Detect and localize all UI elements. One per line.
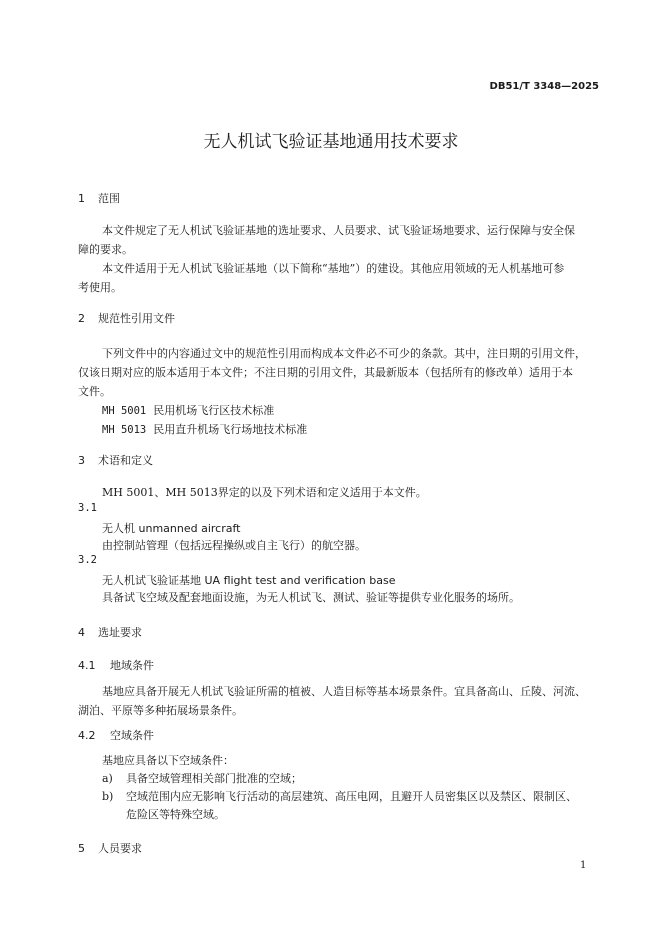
section-number: 3	[78, 454, 85, 467]
list-item	[102, 770, 302, 786]
paragraph-line: 湖泊、平原等多种拓展场景条件。	[78, 704, 243, 717]
subsection-number: 4.2	[78, 729, 96, 742]
paragraph-line: 基地应具备以下空域条件：	[102, 754, 234, 767]
list-text: 空域范围内应无影响飞行活动的高层建筑、高压电网，且避开人员密集区以及禁区、限制区、	[126, 790, 577, 803]
paragraph-line: MH 5001、MH 5013界定的以及下列术语和定义适用于本文件。	[102, 486, 427, 499]
page-title: 无人机试飞验证基地通用技术要求	[203, 132, 459, 152]
reference-title: 民用机场飞行区技术标准	[153, 404, 275, 417]
section-title: 规范性引用文件	[98, 312, 175, 325]
subsection-title: 空域条件	[110, 729, 154, 742]
section-title: 范围	[98, 192, 120, 205]
section-1-heading	[78, 190, 120, 206]
section-number: 2	[78, 312, 85, 325]
section-number: 5	[78, 842, 85, 855]
paragraph-line: 本文件规定了无人机试飞验证基地的选址要求、人员要求、试飞验证场地要求、运行保障与安全保	[102, 224, 575, 237]
paragraph-line: 考使用。	[78, 281, 122, 294]
reference-title: 民用直升机场飞行场地技术标准	[153, 423, 308, 436]
term-entry: 无人机试飞验证基地 UA flight test and verification base	[102, 574, 396, 587]
section-number: 1	[78, 192, 85, 205]
term-entry: 无人机 unmanned aircraft	[102, 522, 241, 535]
reference-code: MH 5013	[102, 424, 147, 436]
paragraph-line: 仅该日期对应的版本适用于本文件；不注日期的引用文件，其最新版本（包括所有的修改单）适用于本	[78, 366, 573, 379]
term-number: 3.2	[78, 554, 97, 566]
term-number: 3.1	[78, 502, 97, 514]
paragraph-line: 障的要求。	[78, 243, 133, 256]
list-label: b)	[102, 790, 114, 803]
list-text: 具备空域管理相关部门批准的空域；	[126, 772, 302, 785]
subsection-title: 地域条件	[110, 659, 154, 672]
reference-item	[102, 402, 274, 418]
section-5-heading	[78, 840, 142, 856]
list-label: a)	[102, 772, 113, 785]
subsection-4-2-heading	[78, 727, 154, 743]
list-text-continued: 危险区等特殊空域。	[126, 808, 225, 821]
section-title: 选址要求	[98, 626, 142, 639]
reference-item	[102, 421, 307, 437]
section-title: 人员要求	[98, 842, 142, 855]
term-definition: 具备试飞空域及配套地面设施，为无人机试飞、测试、验证等提供专业化服务的场所。	[102, 591, 520, 604]
section-4-heading	[78, 624, 142, 640]
section-3-heading	[78, 452, 153, 468]
subsection-4-1-heading	[78, 657, 154, 673]
section-2-heading	[78, 310, 175, 326]
section-title: 术语和定义	[98, 454, 153, 467]
paragraph-line: 文件。	[78, 385, 111, 398]
list-item	[102, 788, 577, 804]
section-number: 4	[78, 626, 85, 639]
paragraph-line: 基地应具备开展无人机试飞验证所需的植被、人造目标等基本场景条件。宜具备高山、丘陵、河流、	[102, 685, 586, 698]
subsection-number: 4.1	[78, 659, 96, 672]
document-code: DB51/T 3348—2025	[489, 81, 599, 92]
paragraph-line: 本文件适用于无人机试飞验证基地（以下简称“基地”）的建设。其他应用领域的无人机基地可参	[102, 262, 565, 275]
term-definition: 由控制站管理（包括远程操纵或自主飞行）的航空器。	[102, 539, 366, 552]
paragraph-line: 下列文件中的内容通过文中的规范性引用而构成本文件必不可少的条款。其中，注日期的引用文件，	[102, 347, 586, 360]
page-number: 1	[580, 860, 587, 871]
reference-code: MH 5001	[102, 405, 147, 417]
